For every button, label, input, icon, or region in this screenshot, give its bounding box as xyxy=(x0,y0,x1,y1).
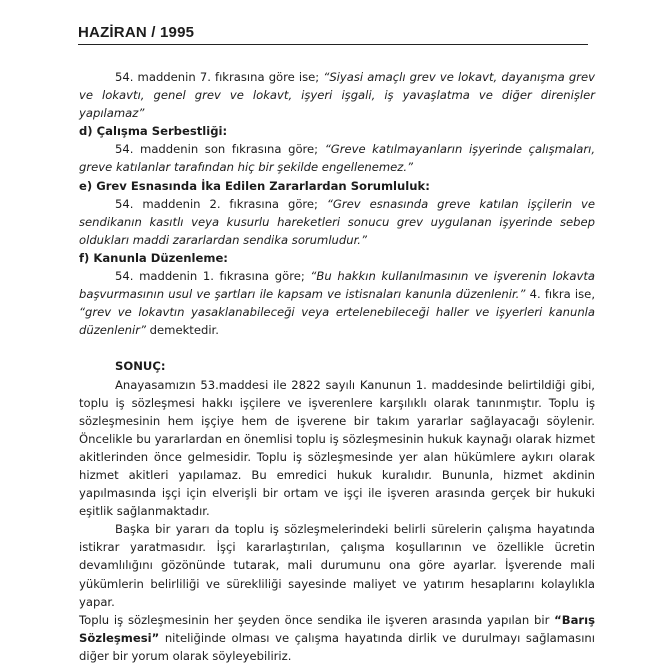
conclusion-paragraph-2: Başka bir yararı da toplu iş sözleşmelerindeki belirli sürelerin çalışma hayatında istikrar yaratmasıdır. İşçi kararlaştırılan, çalışma koşullarının ve özellikle ücretin devamlılığını gözönünde tutarak, mali durumunu ona göre ayarlar. İşverende mali yükümlerin belirliliği ve sürekliliği sayesinde maliyet ve yatırım hesaplarını kolaylıkla yapar. xyxy=(79,522,595,609)
paragraph-54-1-intro: 54. maddenin 1. fıkrasına göre; xyxy=(115,269,311,284)
conclusion-paragraph-3-end: niteliğinde olması ve çalışma hayatında dirlik ve durulmayı sağlamasını diğer bir yorum olarak söyleyebiliriz. xyxy=(79,630,595,663)
conclusion-paragraph-3-intro: Toplu iş sözleşmesinin her şeyden önce sendika ile işveren arasında yapılan bir xyxy=(79,612,555,627)
page-header-title: HAZİRAN / 1995 xyxy=(78,24,195,41)
heading-e: e) Grev Esnasında İka Edilen Zararlardan Sorumluluk: xyxy=(79,178,430,193)
paragraph-54-last-quote: “Greve katılmayanların işyerinde çalışmaları, greve katılanlar tarafından hiç bir şekilde engellenemez.” xyxy=(79,142,596,175)
header-rule xyxy=(78,44,588,45)
heading-f: f) Kanunla Düzenleme: xyxy=(79,250,228,265)
paragraph-54-7-quote: “Siyasi amaçlı grev ve lokavt, dayanışma grev ve lokavtı, genel grev ve lokavt, işyeri işgali, iş yavaşlatma ve diğer direnişler yapılamaz” xyxy=(79,70,595,121)
paragraph-54-4-quote: “grev ve lokavtın yasaklanabileceği veya ertelenebileceği haller ve işyerleri kanunla düzenlenir” xyxy=(79,305,595,338)
paragraph-54-7-intro: 54. maddenin 7. fıkrasına göre ise; xyxy=(115,70,324,84)
conclusion-paragraph-1: Anayasamızın 53.maddesi ile 2822 sayılı Kanunun 1. maddesinde belirtildiği gibi, toplu iş sözleşmesi hakkı işçilere ve işverenlere karşılıklı olarak tanınmıştır. Toplu iş sözleşmesinin hem işçiye hem de işverene bir takım yararlar sağlayacağı söylenir. Öncelikle bu yararlardan en önemlisi toplu iş sözleşmesinin hukuk kaynağı olarak hizmet akitlerinden önce gelmesidir. Toplu iş sözleşmesinde yer alan hükümlere aykırı olarak hizmet akitleri yapılamaz. Bu emredici hukuk kuralıdır. Bununla, hizmet akdinin yapılmasında işçi için elverişli bir ortam ve işçi ile işveren arasında gerçek bir hukuki eşitlik sağlanmaktadır. xyxy=(79,377,595,519)
heading-d: d) Çalışma Serbestliği: xyxy=(79,124,228,139)
baris-sozlesmesi-term: “Barış Sözleşmesi” xyxy=(79,612,595,645)
paragraph-54-2-quote: “Grev esnasında greve katılan işçilerin ve sendikanın kasıtlı veya kusurlu hareketleri sonucu grev uygulanan işyerinde sebep oldukları maddi zararlardan sendika sorumludur.” xyxy=(79,196,595,247)
body-text xyxy=(79,68,595,665)
paragraph-54-last-intro: 54. maddenin son fıkrasına göre; xyxy=(115,142,325,157)
conclusion-paragraph-3 xyxy=(79,611,595,665)
paragraph-54-last xyxy=(79,140,595,176)
paragraph-54-1-quote: “Bu hakkın kullanılmasının ve işverenin lokavta başvurmasının usul ve şartları ile kapsam ve istisnaları kanunla düzenlenir.” xyxy=(79,269,596,302)
paragraph-54-1-mid: 4. fıkra ise, xyxy=(525,287,595,302)
paragraph-54-1 xyxy=(79,267,595,339)
paragraph-54-2-intro: 54. maddenin 2. fıkrasına göre; xyxy=(115,196,327,211)
paragraph-54-1-end: demektedir. xyxy=(145,323,219,338)
paragraph-54-7 xyxy=(79,68,595,122)
conclusion-title: SONUÇ: xyxy=(115,359,166,374)
paragraph-54-2 xyxy=(79,195,595,249)
